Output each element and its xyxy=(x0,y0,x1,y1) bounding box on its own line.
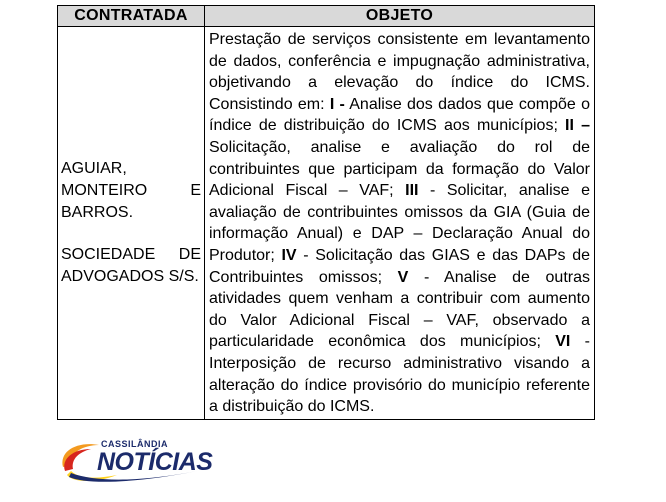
item-marker-iv: IV xyxy=(281,246,297,264)
contract-table xyxy=(57,5,595,420)
objeto-text: - Solicitar, analise e avaliação de contribuintes omissos da GIA (Guia de informação Anual) e DAP – Declaração Anual do Produtor; xyxy=(209,182,590,264)
header-contratada: CONTRATADA xyxy=(58,6,205,27)
cassilandia-noticias-logo xyxy=(57,437,213,485)
objeto-cell xyxy=(205,27,595,420)
header-objeto: OBJETO xyxy=(205,6,595,27)
item-marker-iii: III xyxy=(405,182,419,200)
item-marker-i: I - xyxy=(329,95,345,113)
item-marker-vi: VI xyxy=(555,333,571,351)
table-row xyxy=(58,27,595,420)
objeto-text: - Analise de outras atividades quem venham a contribuir com aumento do Valor Adicional Fiscal – VAF, observado a particularidade econômica dos municípios; xyxy=(209,268,591,351)
objeto-text: Solicitação, analise e avaliação do rol de contribuintes que participam da formação do Valor Adicional Fiscal – VAF; xyxy=(209,138,590,200)
item-marker-v: V xyxy=(397,268,409,286)
objeto-text: Analise dos dados que compõe o índice de distribuição do ICMS aos municípios; xyxy=(209,95,591,135)
contratada-line-2: SOCIEDADE DE ADVOGADOS S/S. xyxy=(61,246,201,285)
item-marker-ii: II – xyxy=(565,117,590,135)
header-row xyxy=(58,6,595,27)
objeto-text: - Interposição de recurso administrativo visando a alteração do índice provisório do município referente a distribuição do ICMS. xyxy=(209,333,591,416)
logo-top-word: CASSILÂNDIA xyxy=(101,439,169,449)
objeto-text: Prestação de serviços consistente em levantamento de dados, conferência e impugnação administrativa, objetivando a elevação do índice do ICMS. Consistindo em: xyxy=(209,31,590,113)
objeto-text: - Solicitação das GIAS e das DAPs de Contribuintes omissos; xyxy=(209,246,591,286)
contratada-line-1: AGUIAR, MONTEIRO E BARROS. xyxy=(61,160,201,221)
contratada-cell xyxy=(58,27,205,420)
logo-big-word: NOTÍCIAS xyxy=(97,448,213,476)
